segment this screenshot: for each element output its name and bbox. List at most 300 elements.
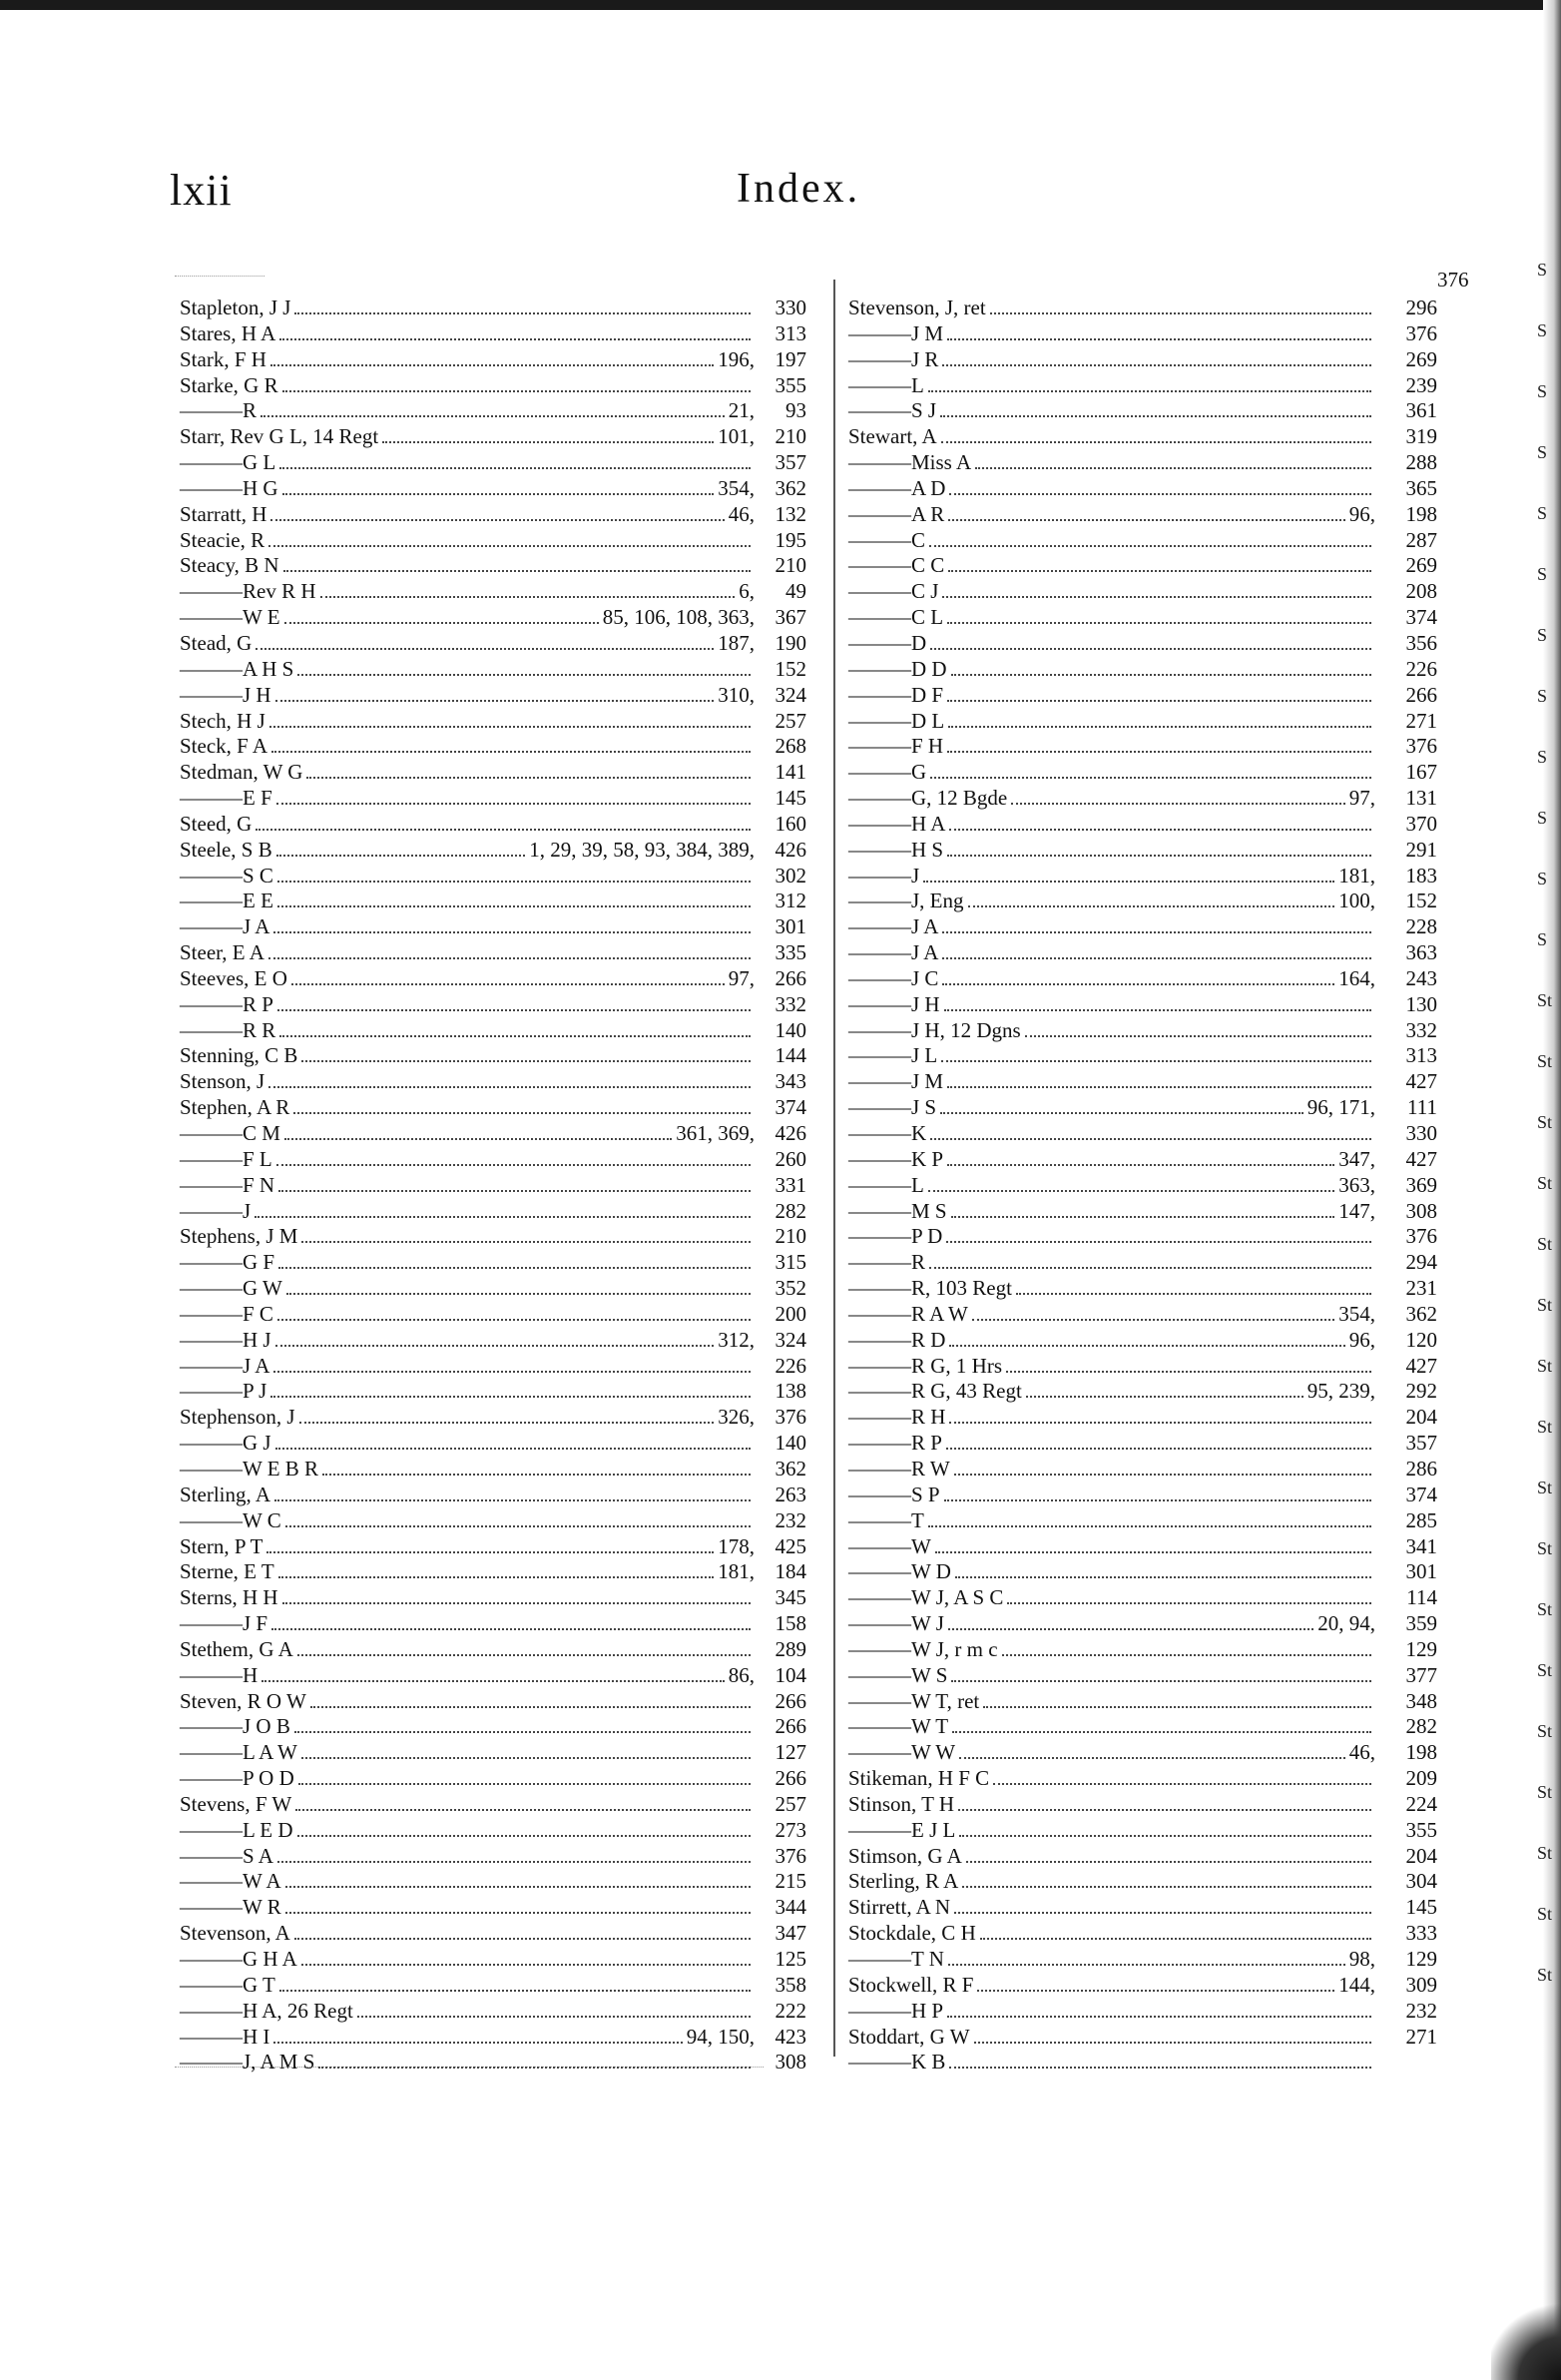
entry-name: C L	[911, 605, 944, 630]
dot-leader	[271, 751, 751, 753]
ditto-dash: ———	[848, 1585, 911, 1610]
margin-fragment: S	[1537, 625, 1548, 645]
ditto-dash: ———	[848, 1611, 911, 1636]
entry-references: 310,	[718, 682, 755, 707]
index-entry	[180, 734, 806, 760]
entry-references: 144,	[1338, 1972, 1375, 1997]
entry-page: 369	[1405, 1172, 1437, 1197]
dot-leader	[980, 1938, 1371, 1940]
dot-leader	[1025, 1035, 1371, 1037]
dot-leader	[959, 1835, 1371, 1837]
ditto-dash: ———	[848, 553, 911, 578]
entry-name: P D	[911, 1224, 943, 1249]
entry-page: 374	[775, 1095, 806, 1120]
entry-references: 100,	[1338, 889, 1375, 913]
dot-leader	[954, 1912, 1371, 1914]
ditto-dash: ———	[848, 1998, 911, 2023]
dot-leader	[278, 1267, 751, 1269]
entry-name: C M	[243, 1121, 280, 1145]
entry-page: 296	[1405, 296, 1437, 319]
entry-page: 130	[1405, 991, 1437, 1016]
index-entry	[180, 1173, 806, 1199]
entry-page: 324	[775, 682, 806, 707]
entry-name: Miss A	[911, 450, 972, 475]
ditto-dash: ———	[848, 889, 911, 913]
index-entry	[180, 1431, 806, 1457]
entry-name: W J	[911, 1611, 944, 1636]
ditto-dash: ———	[848, 1533, 911, 1558]
index-entry	[848, 1405, 1437, 1431]
index-entry	[848, 1224, 1437, 1250]
entry-name: W A	[243, 1869, 281, 1894]
entry-name: Sterns, H H	[180, 1585, 278, 1610]
margin-fragment: S	[1537, 686, 1548, 706]
entry-name: Steele, S B	[180, 837, 272, 862]
entry-references: 361, 369,	[676, 1121, 755, 1145]
entry-page: 331	[775, 1172, 806, 1197]
entry-page: 427	[1405, 1146, 1437, 1171]
entry-references: 97,	[728, 965, 755, 990]
entry-name: L E D	[243, 1817, 293, 1842]
entry-page: 226	[775, 1353, 806, 1378]
margin-fragment: S	[1537, 503, 1548, 523]
index-entry	[848, 1508, 1437, 1534]
dot-leader	[958, 1809, 1371, 1811]
entry-page: 224	[1405, 1791, 1437, 1816]
dot-leader	[1011, 803, 1345, 805]
index-entry	[848, 1740, 1437, 1766]
entry-name: R W	[911, 1456, 950, 1481]
ditto-dash: ———	[180, 1276, 243, 1301]
entry-references: 20, 94,	[1317, 1611, 1375, 1636]
entry-page: 285	[1405, 1507, 1437, 1532]
margin-fragment: St	[1537, 1173, 1553, 1193]
entry-page: 127	[775, 1740, 806, 1765]
dot-leader	[949, 493, 1371, 495]
ditto-dash: ———	[180, 2050, 243, 2075]
dot-leader	[266, 1551, 714, 1553]
dot-leader	[273, 1371, 751, 1373]
dot-leader	[275, 1345, 715, 1347]
entry-page: 140	[775, 1017, 806, 1042]
entry-page: 362	[1405, 1301, 1437, 1326]
entry-page: 208	[1405, 579, 1437, 604]
ditto-dash: ———	[180, 1353, 243, 1378]
ditto-dash: ———	[848, 1327, 911, 1352]
index-entry	[180, 1508, 806, 1534]
entry-page: 309	[1405, 1972, 1437, 1997]
index-entry	[180, 1199, 806, 1225]
entry-page: 332	[1405, 1017, 1437, 1042]
dot-leader	[261, 1680, 725, 1682]
entry-page: 145	[775, 786, 806, 811]
dot-leader	[930, 777, 1371, 779]
dot-leader	[942, 931, 1371, 933]
entry-name: Stephen, A R	[180, 1095, 290, 1120]
entry-name: J A	[243, 1353, 270, 1378]
index-entry	[848, 864, 1437, 890]
index-entry	[848, 760, 1437, 786]
entry-references: 147,	[1338, 1198, 1375, 1223]
entry-page: 427	[1405, 1353, 1437, 1378]
dot-leader	[977, 1990, 1334, 1992]
entry-name: L A W	[243, 1740, 297, 1765]
dot-leader	[949, 1422, 1371, 1424]
entry-name: R	[911, 1250, 926, 1275]
index-entry	[180, 1611, 806, 1637]
dot-leader	[928, 390, 1371, 392]
entry-name: Stockdale, C H	[848, 1921, 976, 1946]
dot-leader	[948, 726, 1371, 728]
entry-page: 374	[1405, 605, 1437, 630]
index-entry	[180, 657, 806, 683]
index-entry	[180, 864, 806, 890]
entry-name: W D	[911, 1559, 951, 1584]
index-entry	[848, 1766, 1437, 1792]
entry-page: 330	[1405, 1121, 1437, 1145]
entry-name: W J, r m c	[911, 1636, 998, 1661]
entry-page: 190	[775, 630, 806, 655]
index-entry	[180, 2025, 806, 2051]
dot-leader	[941, 1060, 1371, 1062]
ditto-dash: ———	[180, 1301, 243, 1326]
margin-fragment: St	[1537, 1660, 1553, 1680]
entry-references: 196,	[718, 346, 755, 371]
index-entry	[848, 450, 1437, 476]
index-entry	[848, 786, 1437, 812]
index-entry	[180, 2050, 806, 2076]
index-entry	[848, 553, 1437, 579]
page-folio: lxii	[170, 166, 233, 215]
index-entry	[848, 1095, 1437, 1121]
index-entry	[848, 1121, 1437, 1147]
index-entry	[848, 1534, 1437, 1560]
dot-leader	[993, 1783, 1371, 1785]
entry-page: 344	[775, 1895, 806, 1920]
index-entry	[848, 838, 1437, 864]
dot-leader	[301, 1757, 751, 1759]
dot-leader	[273, 931, 751, 933]
entry-page: 427	[1405, 1069, 1437, 1094]
entry-name: P O D	[243, 1766, 294, 1791]
index-entry	[180, 1947, 806, 1973]
dot-leader	[929, 545, 1371, 547]
entry-page: 287	[1405, 527, 1437, 552]
dot-leader	[947, 622, 1371, 624]
index-entry	[848, 1379, 1437, 1405]
entry-page: 361	[1405, 398, 1437, 423]
margin-fragment: St	[1537, 1051, 1553, 1071]
index-entry	[180, 1973, 806, 1999]
ditto-dash: ———	[180, 786, 243, 811]
ditto-dash: ———	[848, 965, 911, 990]
entry-name: R	[243, 398, 258, 423]
entry-page: 357	[1405, 1431, 1437, 1456]
entry-page: 183	[1405, 863, 1437, 888]
margin-fragment: St	[1537, 1295, 1553, 1315]
dot-leader	[382, 441, 714, 443]
entry-page: 308	[775, 2050, 806, 2075]
dot-leader	[928, 1525, 1371, 1527]
entry-name: W R	[243, 1895, 281, 1920]
dot-leader	[298, 1783, 751, 1785]
dot-leader	[283, 570, 751, 572]
margin-fragment: S	[1537, 929, 1548, 949]
dot-leader	[310, 1706, 751, 1708]
entry-name: W E	[243, 605, 280, 630]
index-entry	[180, 321, 806, 347]
entry-name: K B	[911, 2050, 946, 2075]
index-entry	[848, 1818, 1437, 1844]
index-entry	[848, 296, 1437, 321]
dot-leader	[952, 1731, 1371, 1733]
dot-leader	[279, 467, 751, 469]
dot-leader	[276, 1164, 751, 1166]
ditto-dash: ———	[848, 630, 911, 655]
entry-page: 319	[1405, 424, 1437, 449]
dot-leader	[320, 596, 736, 598]
entry-page: 210	[775, 1224, 806, 1249]
entry-name: D F	[911, 682, 944, 707]
ditto-dash: ———	[180, 1146, 243, 1171]
index-entry	[180, 605, 806, 631]
index-entry	[180, 1999, 806, 2025]
index-entry	[180, 373, 806, 399]
entry-name: J O B	[243, 1714, 290, 1739]
entry-name: F L	[243, 1146, 272, 1171]
index-entry	[180, 1766, 806, 1792]
index-entry	[848, 1895, 1437, 1921]
entry-page: 269	[1405, 553, 1437, 578]
entry-page: 315	[775, 1250, 806, 1275]
dot-leader	[975, 467, 1371, 469]
dot-leader	[322, 1474, 751, 1476]
ditto-dash: ———	[848, 1456, 911, 1481]
entry-page: 324	[775, 1327, 806, 1352]
dot-leader	[271, 1628, 751, 1630]
entry-references: 164,	[1338, 965, 1375, 990]
index-entry	[180, 1792, 806, 1818]
entry-name: Sterling, R A	[848, 1869, 959, 1894]
entry-name: Starratt, H	[180, 501, 267, 526]
dot-leader	[948, 1964, 1345, 1966]
entry-name: W C	[243, 1507, 281, 1532]
ditto-dash: ———	[180, 1947, 243, 1971]
entry-references: 96,	[1348, 501, 1375, 526]
entry-page: 301	[775, 914, 806, 939]
margin-fragment: S	[1537, 260, 1548, 280]
entry-name: L	[911, 1172, 924, 1197]
entry-name: A D	[911, 475, 946, 500]
dot-leader	[284, 622, 599, 624]
dot-leader	[301, 1241, 751, 1243]
entry-name: Steacie, R	[180, 527, 265, 552]
index-entry	[180, 1663, 806, 1689]
entry-name: J A	[911, 914, 939, 939]
ditto-dash: ———	[848, 1043, 911, 1068]
entry-page: 198	[1405, 1740, 1437, 1765]
index-entry	[180, 1250, 806, 1276]
ditto-dash: ———	[180, 450, 243, 475]
index-entry	[848, 657, 1437, 683]
entry-name: Stockwell, R F	[848, 1972, 974, 1997]
entry-page: 273	[775, 1817, 806, 1842]
entry-name: R R	[243, 1017, 276, 1042]
index-entry	[848, 966, 1437, 992]
entry-page: 200	[775, 1301, 806, 1326]
entry-page: 426	[775, 837, 806, 862]
entry-page: 269	[1405, 346, 1437, 371]
entry-name: Stewart, A	[848, 424, 937, 449]
index-entry	[180, 1224, 806, 1250]
index-entry	[848, 1792, 1437, 1818]
entry-name: H	[243, 1662, 259, 1687]
index-entry	[848, 1869, 1437, 1895]
index-entry	[848, 1328, 1437, 1354]
entry-name: W T	[911, 1714, 949, 1739]
entry-page: 195	[775, 527, 806, 552]
entry-page: 333	[1405, 1921, 1437, 1946]
entry-name: J H	[911, 991, 940, 1016]
entry-references: 85, 106, 108, 363,	[602, 605, 755, 630]
ditto-dash: ———	[848, 811, 911, 836]
entry-name: W J, A S C	[911, 1585, 1004, 1610]
dot-leader	[1002, 1654, 1371, 1656]
corner-shadow	[1491, 2300, 1561, 2380]
entry-name: H A, 26 Regt	[243, 1998, 353, 2023]
ditto-dash: ———	[180, 889, 243, 913]
entry-references: 95, 239,	[1306, 1379, 1375, 1404]
index-entry	[848, 373, 1437, 399]
entry-name: Stech, H J	[180, 708, 265, 733]
dot-leader	[294, 1731, 751, 1733]
index-entry	[180, 1689, 806, 1715]
dot-leader	[268, 1086, 751, 1088]
index-entry	[848, 889, 1437, 914]
ditto-dash: ———	[180, 1714, 243, 1739]
entry-name: Stedman, W G	[180, 760, 303, 785]
entry-page: 204	[1405, 1843, 1437, 1868]
entry-name: Steven, R O W	[180, 1688, 306, 1713]
entry-name: W S	[911, 1662, 948, 1687]
dot-leader	[1026, 1396, 1303, 1398]
entry-page: 263	[775, 1482, 806, 1506]
entry-name: G F	[243, 1250, 275, 1275]
entry-page: 367	[775, 605, 806, 630]
index-entry	[848, 2025, 1437, 2051]
dot-leader	[299, 1422, 715, 1424]
index-entry	[180, 1714, 806, 1740]
entry-page: 376	[1405, 320, 1437, 345]
margin-fragment: St	[1537, 1478, 1553, 1497]
entry-name: J A	[243, 914, 270, 939]
entry-page: 266	[775, 1766, 806, 1791]
margin-fragment: S	[1537, 808, 1548, 828]
entry-name: J	[911, 863, 920, 888]
index-entry	[848, 1199, 1437, 1225]
dot-leader	[260, 415, 725, 417]
dot-leader	[276, 855, 526, 857]
dot-leader	[285, 1886, 751, 1888]
entry-name: M S	[911, 1198, 947, 1223]
entry-page: 144	[775, 1043, 806, 1068]
entry-name: G T	[243, 1972, 275, 1997]
entry-page: 312	[775, 889, 806, 913]
dot-leader	[277, 881, 751, 883]
dot-leader	[1006, 1371, 1371, 1373]
entry-name: H J	[243, 1327, 271, 1352]
entry-page: 376	[775, 1843, 806, 1868]
index-entry	[180, 1354, 806, 1380]
margin-fragment: St	[1537, 1782, 1553, 1802]
entry-name: W	[911, 1533, 931, 1558]
index-entry	[180, 476, 806, 502]
column-divider	[833, 280, 835, 2057]
entry-name: D	[911, 630, 927, 655]
index-entry	[180, 914, 806, 940]
entry-page: 423	[775, 2024, 806, 2049]
entry-name: G J	[243, 1431, 271, 1456]
ditto-dash: ———	[848, 475, 911, 500]
ditto-dash: ———	[848, 1069, 911, 1094]
entry-page: 204	[1405, 1405, 1437, 1430]
entry-page: 345	[775, 1585, 806, 1610]
entry-page: 332	[775, 991, 806, 1016]
entry-page: 266	[775, 1688, 806, 1713]
entry-name: J, A M S	[243, 2050, 315, 2075]
index-entry	[180, 553, 806, 579]
dot-leader	[277, 1009, 751, 1011]
index-entry	[848, 1663, 1437, 1689]
entry-page: 210	[775, 424, 806, 449]
index-entry	[180, 1095, 806, 1121]
dot-leader	[942, 983, 1334, 985]
margin-fragment: St	[1537, 1965, 1553, 1985]
entry-name: J A	[911, 940, 939, 965]
entry-name: C C	[911, 553, 945, 578]
dot-leader	[297, 1654, 751, 1656]
entry-page: 210	[775, 553, 806, 578]
index-entry	[848, 1999, 1437, 2025]
dot-leader	[947, 1164, 1334, 1166]
ditto-dash: ———	[848, 1714, 911, 1739]
ditto-dash: ———	[848, 991, 911, 1016]
index-entry	[848, 1431, 1437, 1457]
entry-name: F C	[243, 1301, 273, 1326]
index-entry	[848, 579, 1437, 605]
entry-name: K P	[911, 1146, 944, 1171]
index-entry	[848, 1069, 1437, 1095]
dot-leader	[941, 441, 1371, 443]
ditto-dash: ———	[848, 1017, 911, 1042]
dot-leader	[954, 1474, 1371, 1476]
dot-leader	[277, 905, 751, 907]
entry-name: H A	[911, 811, 946, 836]
dot-leader	[297, 1835, 751, 1837]
ditto-dash: ———	[848, 1095, 911, 1120]
dot-leader	[928, 1190, 1334, 1192]
ditto-dash: ———	[180, 991, 243, 1016]
entry-name: T	[911, 1507, 924, 1532]
ditto-dash: ———	[180, 914, 243, 939]
entry-name: G L	[243, 450, 276, 475]
entry-references: 326,	[718, 1405, 755, 1430]
ditto-dash: ———	[180, 1379, 243, 1404]
entry-name: Stevenson, A	[180, 1921, 290, 1946]
dot-leader	[278, 1576, 715, 1578]
entry-name: D D	[911, 656, 947, 681]
dot-leader	[966, 1861, 1371, 1863]
